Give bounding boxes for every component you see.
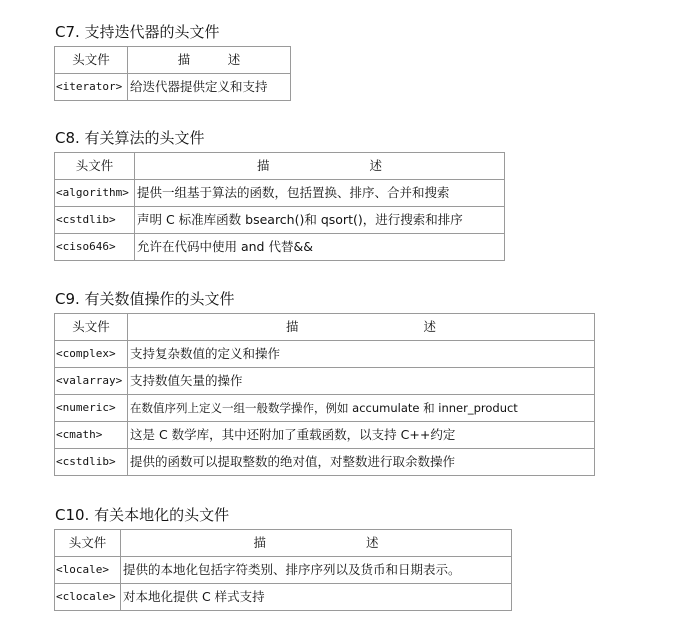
header-file-cell: <algorithm> (55, 180, 135, 207)
header-file-cell: <clocale> (55, 584, 121, 611)
table-c10 (54, 529, 512, 611)
table-c7 (54, 46, 291, 101)
table-header-row (55, 153, 505, 180)
description-cell: 提供一组基于算法的函数，包括置换、排序、合并和搜索 (135, 180, 505, 207)
header-file-cell: <valarray> (55, 368, 128, 395)
description-cell: 这是 C 数学库，其中还附加了重载函数，以支持 C++约定 (128, 422, 595, 449)
table-row (55, 341, 595, 368)
description-cell: 声明 C 标准库函数 bsearch()和 qsort()，进行搜索和排序 (135, 207, 505, 234)
description-cell: 支持复杂数值的定义和操作 (128, 341, 595, 368)
header-file-cell: <cstdlib> (55, 449, 128, 476)
header-file-cell: <locale> (55, 557, 121, 584)
table-header-row (55, 47, 291, 74)
header-cell-description: 描 述 (135, 153, 505, 180)
description-cell: 提供的本地化包括字符类别、排序序列以及货币和日期表示。 (121, 557, 512, 584)
table-row (55, 422, 595, 449)
table-header-row (55, 314, 595, 341)
header-cell-file: 头文件 (55, 153, 135, 180)
header-file-cell: <cstdlib> (55, 207, 135, 234)
description-cell: 给迭代器提供定义和支持 (128, 74, 291, 101)
header-file-cell: <complex> (55, 341, 128, 368)
table-row (55, 74, 291, 101)
section-heading-c9: C9. 有关数值操作的头文件 (55, 290, 235, 308)
header-file-cell: <ciso646> (55, 234, 135, 261)
header-file-cell: <cmath> (55, 422, 128, 449)
header-cell-description: 描 述 (128, 314, 595, 341)
table-row (55, 557, 512, 584)
header-file-cell: <iterator> (55, 74, 128, 101)
section-heading-c10: C10. 有关本地化的头文件 (55, 506, 230, 524)
table-header-row (55, 530, 512, 557)
header-cell-description: 描 述 (128, 47, 291, 74)
header-cell-file: 头文件 (55, 314, 128, 341)
header-cell-file: 头文件 (55, 47, 128, 74)
table-c8 (54, 152, 505, 261)
table-c9 (54, 313, 595, 476)
description-cell: 在数值序列上定义一组一般数学操作，例如 accumulate 和 inner_product (128, 395, 595, 422)
section-heading-c7: C7. 支持迭代器的头文件 (55, 23, 220, 41)
header-cell-description: 描 述 (121, 530, 512, 557)
header-cell-file: 头文件 (55, 530, 121, 557)
table-row (55, 234, 505, 261)
table-row (55, 449, 595, 476)
description-cell: 支持数值矢量的操作 (128, 368, 595, 395)
table-row (55, 207, 505, 234)
section-heading-c8: C8. 有关算法的头文件 (55, 129, 205, 147)
description-cell: 提供的函数可以提取整数的绝对值，对整数进行取余数操作 (128, 449, 595, 476)
table-row (55, 584, 512, 611)
table-row (55, 395, 595, 422)
table-row (55, 368, 595, 395)
table-row (55, 180, 505, 207)
header-file-cell: <numeric> (55, 395, 128, 422)
description-cell: 允许在代码中使用 and 代替&& (135, 234, 505, 261)
description-cell: 对本地化提供 C 样式支持 (121, 584, 512, 611)
